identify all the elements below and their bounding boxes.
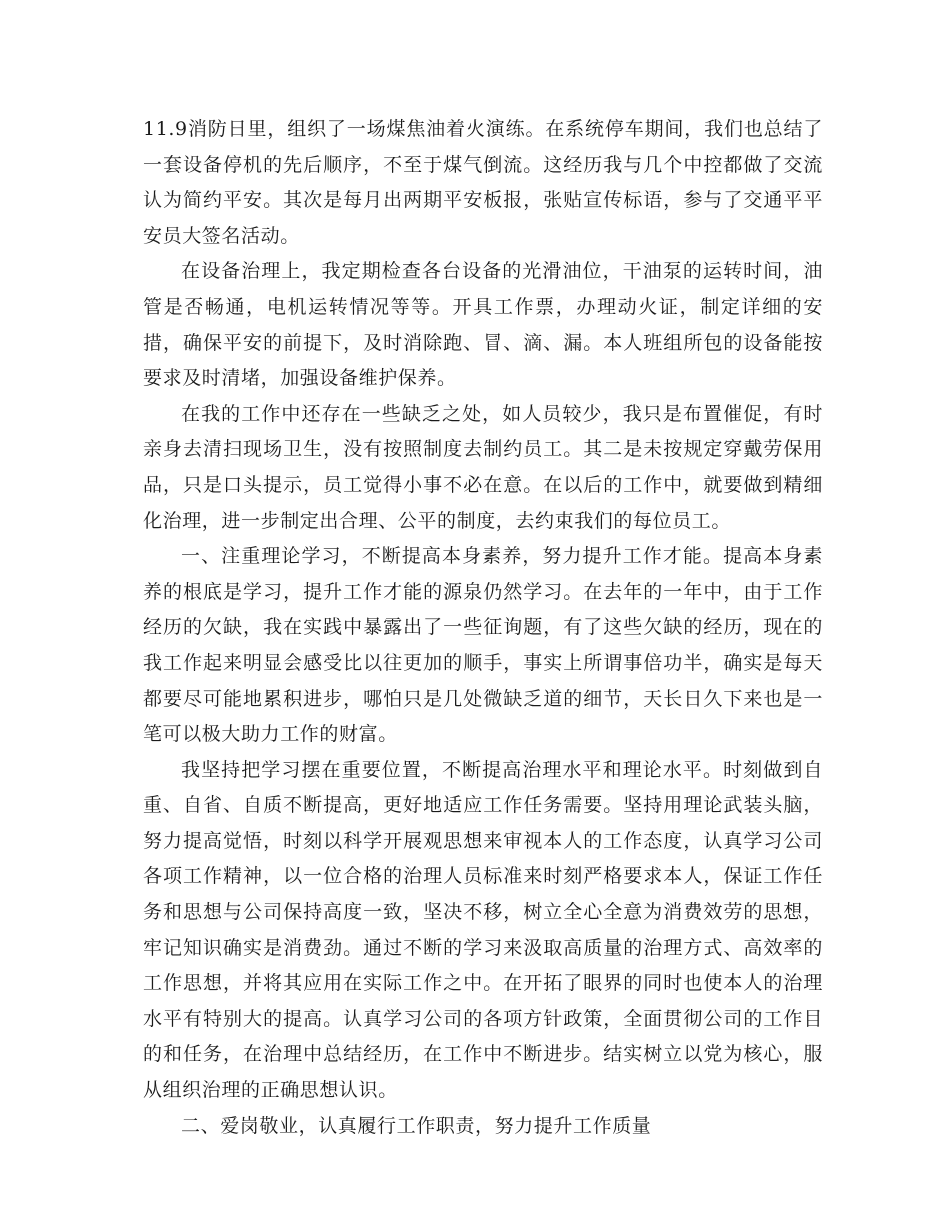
paragraph-shortcomings: 在我的工作中还存在一些缺乏之处，如人员较少，我只是布置催促，有时亲身去清扫现场卫生，没有按照制度去制约员工。其二是未按规定穿戴劳保用品，只是口头提示，员工觉得小事不必在意。在以后的工作中，就要做到精细化治理，进一步制定出合理、公平的制度，去约束我们的每位员工。 (143, 402, 823, 532)
paragraph-theory-study: 一、注重理论学习，不断提高本身素养，努力提升工作才能。提高本身素养的根底是学习，提升工作才能的源泉仍然学习。在去年的一年中，由于工作经历的欠缺，我在实践中暴露出了一些征询题，有了这些欠缺的经历，现在的我工作起来明显会感受比以往更加的顺手，事实上所谓事倍功半，确实是每天都要尽可能地累积进步，哪怕只是几处微缺乏道的细节，天长日久下来也是一笔可以极大助力工作的财富。 (143, 545, 823, 746)
paragraph-fire-drill: 11.9消防日里，组织了一场煤焦油着火演练。在系统停车期间，我们也总结了一套设备停机的先后顺序，不至于煤气倒流。这经历我与几个中控都做了交流认为简约平安。其次是每月出两期平安板报，张贴宣传标语，参与了交通平平安员大签名活动。 (143, 118, 823, 247)
document-body (143, 112, 823, 1144)
section-heading-dedication: 二、爱岗敬业，认真履行工作职责，努力提升工作质量 (181, 1114, 652, 1137)
paragraph-learning-priority: 我坚持把学习摆在重要位置，不断提高治理水平和理论水平。时刻做到自重、自省、自质不断提高，更好地适应工作任务需要。坚持用理论武装头脑，努力提高觉悟，时刻以科学开展观思想来审视本人的工作态度，认真学习公司各项工作精神，以一位合格的治理人员标准来时刻严格要求本人，保证工作任务和思想与公司保持高度一致，坚决不移，树立全心全意为消费效劳的思想，牢记知识确实是消费劲。通过不断的学习来汲取高质量的治理方式、高效率的工作思想，并将其应用在实际工作之中。在开拓了眼界的同时也使本人的治理水平有特别大的提高。认真学习公司的各项方针政策，全面贯彻公司的工作目的和任务，在治理中总结经历，在工作中不断进步。结实树立以党为核心，服从组织治理的正确思想认识。 (143, 758, 823, 1102)
paragraph-equipment-management: 在设备治理上，我定期检查各台设备的光滑油位，干油泵的运转时间，油管是否畅通，电机运转情况等等。开具工作票，办理动火证，制定详细的安措，确保平安的前提下，及时消除跑、冒、滴、漏。本人班组所包的设备能按要求及时清堵，加强设备维护保养。 (143, 260, 823, 390)
